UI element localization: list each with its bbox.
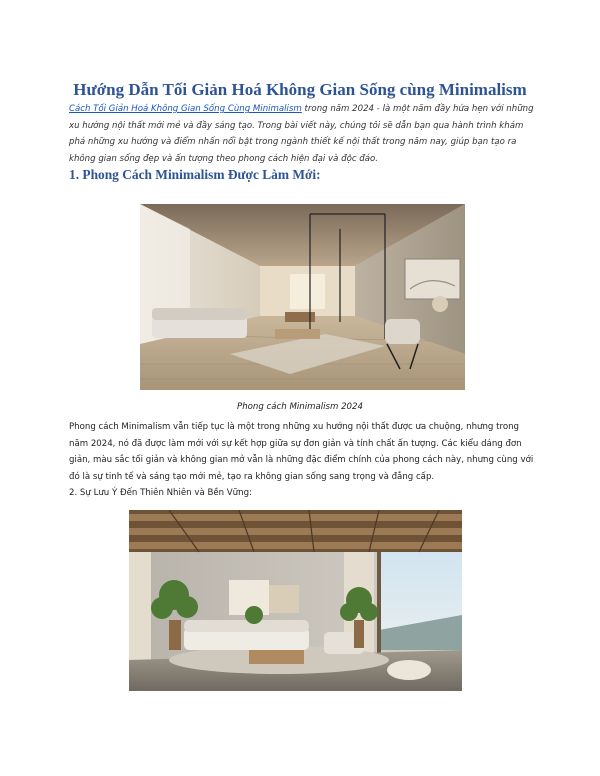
intro-link[interactable]: Cách Tối Giản Hoá Không Gian Sống Cùng Minimalism: [69, 104, 302, 114]
image-1-caption: Phong cách Minimalism 2024: [237, 402, 363, 412]
minimalism-living-room-image: [140, 204, 465, 390]
section-2-heading: 2. Sự Lưu Ý Đến Thiên Nhiên và Bền Vững:: [69, 488, 252, 498]
intro-paragraph: [69, 101, 534, 167]
page-title: Hướng Dẫn Tối Giản Hoá Không Gian Sống cùng Minimalism: [73, 80, 527, 99]
nature-living-room-image: [129, 510, 462, 691]
intro-text: trong năm 2024 - là một năm đầy hứa hẹn với những xu hướng nội thất mới mẻ và đầy sáng tạo. Trong bài viết này, chúng tôi sẽ dẫn bạn qua hành trình khám phá những xu hướng và điểm nhấn nổi bật trong ngành thiết kế nội thất trong năm nay, giúp bạn tạo ra không gian sống đẹp và ấn tượng theo phong cách hiện đại và độc đáo.: [69, 104, 534, 164]
section-1-body: Phong cách Minimalism vẫn tiếp tục là một trong những xu hướng nội thất được ưa chuộng, nhưng trong năm 2024, nó đã được làm mới với sự kết hợp giữa sự đơn giản và tính chất ấn tượng. Các kiểu dáng đơn giản, màu sắc tối giản và không gian mở vẫn là những đặc điểm chính của phong cách này, nhưng cùng với đó là sự tinh tế và sáng tạo mới mẻ, tạo ra không gian sống sang trọng và đẳng cấp.: [69, 422, 534, 482]
section-1-heading: 1. Phong Cách Minimalism Được Làm Mới:: [69, 167, 321, 182]
